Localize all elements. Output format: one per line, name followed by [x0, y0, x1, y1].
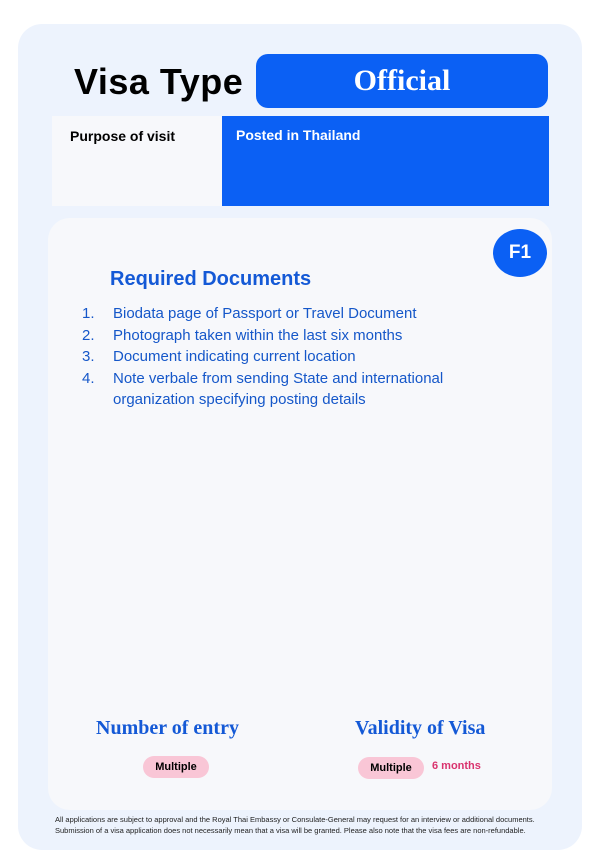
validity-entry-badge: Multiple — [358, 757, 424, 779]
required-documents-title: Required Documents — [110, 268, 312, 290]
list-item — [82, 346, 502, 368]
disclaimer-text: All applications are subject to approval and the Royal Thai Embassy or Consulate-General may request for an interview or additional documents. Submission of a visa application does not necessarily mean that a visa will be granted. Please also note that the visa fees are non-refundable. — [55, 815, 535, 835]
list-item-text: Document indicating current location — [113, 348, 356, 365]
list-item — [82, 303, 502, 325]
list-item — [82, 368, 502, 411]
validity-duration: 6 months — [432, 760, 481, 772]
list-item-number: 2. — [82, 326, 95, 344]
required-documents-list — [82, 303, 502, 411]
visa-type-label: Visa Type — [74, 61, 244, 102]
visa-code-badge: F1 — [493, 229, 547, 277]
purpose-value: Posted in Thailand — [236, 127, 361, 143]
list-item-text: Note verbale from sending State and international organization specifying posting details — [113, 369, 444, 408]
validity-title: Validity of Visa — [355, 717, 486, 739]
purpose-value-box — [222, 116, 549, 206]
number-of-entry-badge: Multiple — [143, 756, 209, 778]
list-item — [82, 325, 502, 347]
purpose-label-box — [52, 116, 222, 206]
number-of-entry-title: Number of entry — [96, 717, 239, 739]
purpose-label: Purpose of visit — [70, 128, 176, 144]
visa-type-value-badge: Official — [256, 54, 548, 108]
list-item-text: Photograph taken within the last six months — [113, 326, 403, 344]
list-item-number: 3. — [82, 348, 95, 365]
list-item-text: Biodata page of Passport or Travel Document — [113, 305, 417, 322]
list-item-number: 1. — [82, 305, 95, 322]
list-item-number: 4. — [82, 369, 95, 387]
